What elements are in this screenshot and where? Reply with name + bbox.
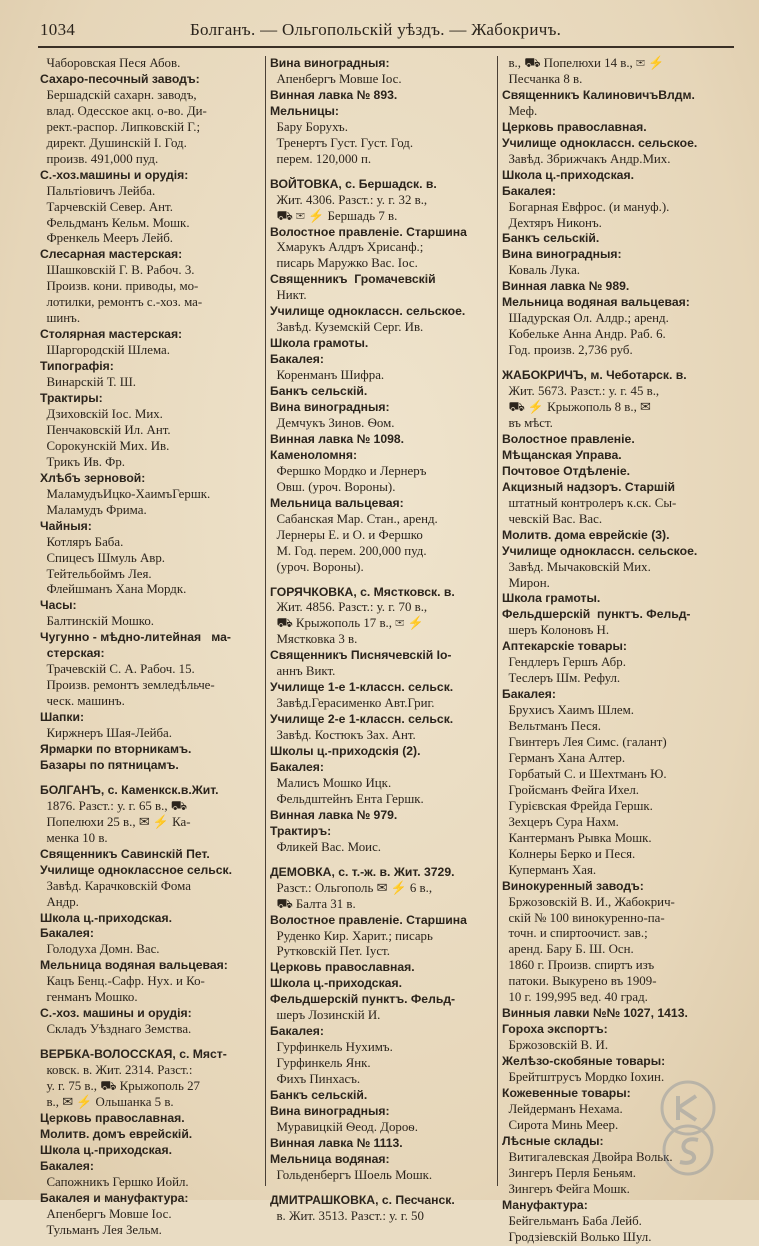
entry-line: лотилки, ремонтъ с.-хоз. ма- [40, 295, 203, 310]
entry-heading: Училище одноклассн. сельское. [270, 304, 466, 319]
entry-heading: Винокуренный заводъ: [502, 878, 644, 893]
entry-heading: Волостное правленіе. [502, 431, 635, 446]
entry-heading: Бакалея: [502, 183, 556, 198]
entry-heading: Школа ц.-приходская. [40, 1142, 172, 1157]
entry-line: Сирота Минь Меер. [502, 1117, 619, 1132]
entry-heading: ГОРЯЧКОВКА, с. Мястковск. в. [270, 584, 455, 599]
entry-heading: Бакалея: [40, 1158, 94, 1173]
entry-heading: ВЕРБКА-ВОЛОССКАЯ, с. Мяст- [40, 1047, 227, 1062]
entry-line: Андр. [40, 894, 79, 909]
entry-heading: Ярмарки по вторникамъ. [40, 741, 192, 756]
entry-line: Тейтельбоймъ Лея. [40, 566, 152, 581]
entry-heading: Школа грамоты. [502, 591, 601, 606]
entry-heading: Винная лавка № 893. [270, 87, 398, 102]
entry-line: Гурфинкель Янк. [270, 1056, 371, 1071]
library-stamp-icon [652, 1078, 724, 1178]
entry-line: Дехтяръ Никонъ. [502, 215, 602, 230]
entry-heading: Вина виноградныя: [270, 400, 390, 415]
entry-line: Шадурская Ол. Алдр.; аренд. [502, 311, 669, 326]
entry-line: Мирон. [502, 575, 550, 590]
entry-gap [40, 774, 266, 783]
entry-line: точн. и спиртоочист. зав.; [502, 926, 648, 941]
entry-heading: Бакалея: [40, 926, 94, 941]
entry-line: Зехцеръ Сура Нахм. [502, 814, 619, 829]
entry-line: Богарная Евфрос. (и мануф.). [502, 199, 670, 214]
entry-heading: Банкъ сельскій. [270, 384, 368, 399]
entry-line: Маламудъ Фрима. [40, 502, 147, 517]
entry-line: Зингеръ Фейга Мошк. [502, 1181, 630, 1196]
entry-heading: Кожевенные товары: [502, 1086, 631, 1100]
entry-heading: Винная лавка № 1098. [270, 431, 405, 446]
entry-heading: Училище 1-е 1-классн. сельск. [270, 680, 454, 695]
entry-heading: Училище одноклассн. сельское. [502, 543, 698, 558]
entry-line: чевскій Вас. Вас. [502, 511, 603, 526]
entry-line: Котляръ Баба. [40, 534, 124, 549]
entry-heading: Священникъ Громачевскій [270, 272, 436, 287]
entry-heading: Бакалея: [270, 352, 324, 367]
entry-heading: Типографія: [40, 359, 114, 374]
entry-line: аренд. Бару Б. Ш. Осн. [502, 942, 634, 957]
entry-line: Балтинскій Мошко. [40, 614, 155, 629]
entry-line: ⛟ Крыжополь 17 в., ✉ ⚡ [270, 616, 424, 631]
entry-line: Жит. 4856. Разст.: у. г. 70 в., [270, 600, 428, 615]
entry-line: Чаборовская Песя Абов. [40, 56, 181, 70]
entry-line: Колнеры Берко и Песя. [502, 846, 636, 861]
entry-heading: Фельдшерскій пунктъ. Фельд- [270, 992, 456, 1007]
entry-heading: Волостное правленіе. Старшина [270, 912, 467, 927]
entry-line: Брухисъ Хаимъ Шлем. [502, 703, 635, 718]
entry-line: (уроч. Вороны). [270, 559, 364, 574]
entry-heading: С.-хоз.машины и орудія: [40, 167, 189, 182]
entry-line: шеръ Лозинскій И. [270, 1008, 381, 1023]
entry-line: Тренертъ Густ. Густ. Год. [270, 135, 414, 150]
entry-line: Руденко Кир. Харит.; писарь [270, 928, 433, 943]
entry-heading: Школа ц.-приходская. [270, 976, 402, 991]
entry-line: Гвинтеръ Лея Симс. (галант) [502, 735, 667, 750]
entry-line: Френкель Мееръ Лейб. [40, 231, 174, 246]
entry-line: Жит. 4306. Разст.: у. г. 32 в., [270, 192, 428, 207]
entry-line: Мястковка 3 в. [270, 632, 358, 647]
entry-line: Гурієвская Фрейда Гершк. [502, 798, 653, 813]
entry-gap [270, 1184, 496, 1193]
entry-heading: Вина виноградныя: [270, 56, 390, 70]
entry-heading: Винныя лавки №№ 1027, 1413. [502, 1006, 688, 1021]
entry-line: шеръ Колоновъ Н. [502, 623, 610, 638]
entry-line: Попелюхи 25 в., ✉ ⚡ Ка- [40, 814, 191, 829]
entry-gap [502, 359, 728, 368]
entry-heading: Слесарная мастерская: [40, 247, 183, 262]
entry-heading: Мельница вальцевая: [270, 495, 404, 510]
entry-heading: Сахаро-песочный заводъ: [40, 71, 200, 86]
entry-line: ⛟ ✉ ⚡ Бершадь 7 в. [270, 208, 398, 223]
entry-line: Бржозовскій В. И., Жабокрич- [502, 894, 675, 909]
entry-line: скій № 100 винокуренно-па- [502, 910, 665, 925]
entry-line: Хмарукъ Алдръ Хрисанф.; [270, 240, 424, 255]
entry-heading: Церковь православная. [40, 1110, 185, 1125]
column-divider-2 [497, 56, 498, 1186]
entry-heading: Священникъ КалиновичъВлдм. [502, 87, 695, 102]
entry-line: Бершадскій сахарн. заводъ, [40, 87, 197, 102]
entry-line: Тарчевскій Север. Ант. [40, 199, 173, 214]
entry-line: Завѣд. Збрижчакъ Андр.Мих. [502, 151, 671, 166]
entry-heading: Мельница водяная вальцевая: [502, 295, 690, 310]
entry-heading: Вина виноградныя: [270, 1104, 390, 1118]
entry-heading: Банкъ сельскій. [270, 1088, 368, 1103]
entry-line: ковск. в. Жит. 2314. Разст.: [40, 1063, 193, 1078]
entry-heading: Шапки: [40, 710, 85, 725]
entry-line: Бару Борухъ. [270, 119, 348, 134]
entry-line: Разст.: Ольгополь ✉ ⚡ 6 в., [270, 880, 433, 895]
entry-heading: Волостное правленіе. Старшина [270, 224, 467, 239]
entry-heading: Училище одноклассн. сельское. [502, 135, 698, 150]
entry-heading: Трактиры: [40, 391, 103, 406]
entry-heading: Церковь православная. [502, 119, 647, 134]
entry-line: Завѣд.Герасименко Авт.Григ. [270, 696, 435, 711]
entry-heading: Мельница водяная: [270, 1151, 390, 1166]
entry-line: Германъ Хана Алтер. [502, 750, 626, 765]
entry-line: Лернеры Е. и О. и Фершко [270, 527, 423, 542]
entry-heading: Мельница водяная вальцевая: [40, 958, 228, 973]
entry-heading: Священникъ Савинскій Пет. [40, 846, 210, 861]
entry-line: Кобелькe Анна Андр. Раб. 6. [502, 327, 666, 342]
entry-heading: ВОЙТОВКА, с. Бершадск. в. [270, 176, 437, 191]
entry-line: Фершко Мордко и Лернеръ [270, 463, 427, 478]
entry-line: Шаргородскій Шлема. [40, 343, 170, 358]
entry-heading: Аптекарскіе товары: [502, 639, 627, 654]
entry-line: Гройсманъ Фейга Ихел. [502, 782, 640, 797]
entry-line: Произв. ремонтъ земледѣльче- [40, 678, 215, 693]
entry-line: патоки. Выкурено въ 1909- [502, 974, 657, 989]
entry-line: Гендлеръ Гершъ Абр. [502, 655, 626, 670]
entry-line: писарь Маружко Вас. Іос. [270, 256, 418, 271]
entry-line: Завѣд. Костюкъ Зах. Ант. [270, 728, 416, 743]
entry-line: Горбатый С. и Шехтманъ Ю. [502, 766, 667, 781]
column-divider-1 [265, 56, 266, 1186]
entry-heading: Молитв. домъ еврейскій. [40, 1126, 193, 1141]
entry-line: Песчанка 8 в. [502, 71, 583, 86]
entry-heading: Мельницы: [270, 103, 339, 118]
entry-heading: ДЕМОВКА, с. т.-ж. в. Жит. 3729. [270, 864, 455, 879]
entry-heading: Бакалея: [502, 687, 556, 702]
entry-line: Шашковскій Г. В. Рабоч. 3. [40, 263, 195, 278]
entry-heading: Трактиръ: [270, 823, 332, 838]
entry-line: генманъ Мошко. [40, 990, 138, 1005]
entry-heading: ЖАБОКРИЧЪ, м. Чеботарск. в. [502, 368, 687, 383]
entry-heading: Вина виноградныя: [502, 247, 622, 262]
entry-line: влад. Одесское акц. о-во. Ди- [40, 103, 207, 118]
entry-line: директ. Душинскій І. Год. [40, 135, 187, 150]
entry-line: Складъ Уѣзднаго Земства. [40, 1022, 192, 1037]
entry-heading: Хлѣбъ зерновой: [40, 470, 146, 485]
entry-line: Винарскій Т. Ш. [40, 375, 136, 390]
entry-line: Гурфинкель Нухимъ. [270, 1040, 393, 1055]
entry-line: Гродзіевскій Волько Шул. [502, 1229, 652, 1244]
entry-heading: Почтовое Отдѣленіе. [502, 463, 631, 478]
entry-heading: Винная лавка № 989. [502, 279, 630, 294]
entry-line: Жит. 5673. Разст.: у. г. 45 в., [502, 384, 660, 399]
entry-line: въ мѣст. [502, 415, 553, 430]
entry-line: Зингеръ Перля Беньям. [502, 1165, 636, 1180]
entry-heading: Фельдшерскій пунктъ. Фельд- [502, 607, 691, 622]
entry-line: Год. произв. 2,736 руб. [502, 343, 633, 358]
entry-heading: Мануфактура: [502, 1197, 588, 1212]
entry-heading: БОЛГАНЪ, с. Каменкск.в.Жит. [40, 782, 219, 797]
entry-line: Вельтманъ Песя. [502, 719, 602, 734]
entry-heading: Училище 2-е 1-классн. сельск. [270, 712, 454, 727]
entry-line: ⛟ ⚡ Крыжополь 8 в., ✉ [502, 400, 651, 415]
entry-line: Малисъ Мошко Ицк. [270, 775, 392, 790]
running-title: Болганъ. — Ольгопольскій уѣздъ. — Жабокричъ. [190, 20, 562, 39]
entry-line: Флейшманъ Хана Мордк. [40, 582, 187, 597]
entry-line: Голодуха Домн. Вас. [40, 942, 160, 957]
entry-heading: Бакалея: [270, 1024, 324, 1039]
page-number: 1034 [40, 20, 76, 39]
entry-line: Демчукъ Зинов. Ѳом. [270, 415, 395, 430]
entry-heading: Чайныя: [40, 518, 92, 533]
entry-line: Овш. (уроч. Вороны). [270, 479, 396, 494]
column-1 [40, 56, 266, 1237]
entry-line: Коваль Лука. [502, 263, 581, 278]
entry-line: 10 г. 199,995 вед. 40 град. [502, 990, 648, 1005]
entry-line: 1860 г. Произв. спиртъ изъ [502, 958, 655, 973]
entry-line: Завѣд. Мычаковскій Мих. [502, 559, 651, 574]
entry-line: произв. 491,000 пуд. [40, 151, 159, 166]
entry-line: штатный контролеръ к.ск. Сы- [502, 495, 677, 510]
entry-heading: Школа грамоты. [270, 336, 369, 351]
entry-heading: Церковь православная. [270, 960, 415, 975]
entry-heading: Священникъ Писнячевскій Іо- [270, 648, 452, 663]
entry-line: Тульманъ Лея Зельм. [40, 1222, 162, 1237]
header-rule [38, 46, 734, 48]
entry-gap [270, 168, 496, 177]
entry-line: Произв. кони. приводы, мо- [40, 279, 199, 294]
entry-line: в. Жит. 3513. Разст.: у. г. 50 [270, 1208, 424, 1223]
entry-heading: Школы ц.-приходскія (2). [270, 744, 421, 759]
entry-line: аннъ Викт. [270, 664, 336, 679]
entry-line: Теслеръ Шм. Рефул. [502, 671, 621, 686]
entry-line: Апенбергъ Мовше Іос. [40, 1206, 172, 1221]
entry-line: Трачевскій С. А. Рабоч. 15. [40, 662, 195, 677]
entry-heading: С.-хоз. машины и орудія: [40, 1006, 192, 1021]
entry-line: Завѣд. Куземскій Серг. Ив. [270, 320, 424, 335]
entry-line: Рутковскій Пет. Іуст. [270, 944, 390, 959]
entry-heading: Бакалея и мануфактура: [40, 1190, 189, 1205]
entry-line: Апенбергъ Мовше Іос. [270, 71, 402, 86]
entry-line: Витигалевская Двойра Вольк. [502, 1149, 673, 1164]
entry-line: рект.-распор. Липковскій Г.; [40, 119, 201, 134]
column-3 [502, 56, 728, 1244]
entry-heading: Молитв. дома еврейскіе (3). [502, 527, 670, 542]
entry-line: Брейтштрусъ Мордко Іохин. [502, 1070, 665, 1085]
entry-line: Пальтіовичъ Лейба. [40, 183, 156, 198]
entry-line: Бржозовскій В. И. [502, 1038, 609, 1053]
entry-line: Бейгельманъ Баба Лейб. [502, 1213, 642, 1228]
entry-heading: ДМИТРАШКОВКА, с. Песчанск. [270, 1192, 455, 1207]
entry-line: Куперманъ Хая. [502, 862, 597, 877]
entry-line: Коренманъ Шифра. [270, 368, 385, 383]
entry-line: Спицесъ Шмуль Авр. [40, 550, 166, 565]
entry-heading: Банкъ сельскій. [502, 231, 600, 246]
entry-heading: Гороха экспортъ: [502, 1022, 608, 1037]
entry-heading: Часы: [40, 598, 77, 613]
entry-heading: Чугунно - мѣдно-литейная ма- [40, 630, 231, 645]
entry-line: Сапожникъ Гершко Иойл. [40, 1174, 189, 1189]
entry-line: М. Год. перем. 200,000 пуд. [270, 543, 427, 558]
entry-heading: Школа ц.-приходская. [40, 910, 172, 925]
entry-line: Завѣд. Карачковскій Фома [40, 878, 191, 893]
entry-line: ческ. машинъ. [40, 694, 125, 709]
entry-line: Фельдштейнъ Ента Гершк. [270, 791, 424, 806]
entry-gap [270, 856, 496, 865]
entry-heading: Мѣщанская Управа. [502, 447, 622, 462]
entry-line: в., ⛟ Попелюхи 14 в., ✉ ⚡ [502, 56, 665, 70]
entry-heading: Бакалея: [270, 759, 324, 774]
entry-line: МаламудъИцко-ХаимъГершк. [40, 486, 211, 501]
entry-line: Сорокунскій Мих. Ив. [40, 438, 170, 453]
entry-line: Никт. [270, 288, 307, 303]
entry-heading: Каменоломня: [270, 447, 358, 462]
entry-heading: Школа ц.-приходская. [502, 167, 634, 182]
entry-line: Дзиховскій Іос. Мих. [40, 406, 163, 421]
entry-line: Трикъ Ив. Фр. [40, 454, 126, 469]
entry-line: Лейдерманъ Нехама. [502, 1101, 623, 1116]
entry-line: Пенчаковскій Ил. Ант. [40, 422, 171, 437]
entry-line: у. г. 75 в., ⛟ Крыжополь 27 [40, 1079, 200, 1094]
entry-line: менка 10 в. [40, 830, 108, 845]
entry-heading: Желѣзо-скобяные товары: [502, 1054, 666, 1069]
entry-heading: Винная лавка № 979. [270, 807, 398, 822]
entry-heading: Столярная мастерская: [40, 327, 183, 342]
entry-line: в., ✉ ⚡ Ольшанка 5 в. [40, 1095, 174, 1109]
entry-line: Гольденбергъ Шоель Мошк. [270, 1167, 433, 1182]
entry-line: ⛟ Балта 31 в. [270, 896, 356, 911]
entry-gap [270, 576, 496, 585]
entry-heading: стерская: [40, 646, 105, 661]
entry-line: Меф. [502, 103, 538, 118]
entry-line: Фихъ Пинхасъ. [270, 1072, 361, 1087]
entry-line: перем. 120,000 п. [270, 151, 372, 166]
entry-heading: Винная лавка № 1113. [270, 1135, 403, 1150]
entry-heading: Училище одноклассное сельск. [40, 862, 233, 877]
entry-line: Кантерманъ Рывка Мошк. [502, 830, 652, 845]
page-header [40, 18, 730, 48]
column-2 [270, 56, 496, 1223]
entry-line: Кацъ Бенц.-Сафр. Нух. и Ко- [40, 974, 205, 989]
entry-gap [40, 1038, 266, 1047]
entry-heading: Лѣсные склады: [502, 1133, 604, 1148]
entry-line: Фельдманъ Кельм. Мошк. [40, 215, 190, 230]
entry-line: шинъ. [40, 311, 81, 326]
entry-line: Муравицкій Ѳеод. Дороѳ. [270, 1119, 418, 1134]
entry-line: Фликей Вас. Моис. [270, 839, 382, 854]
entry-heading: Базары по пятницамъ. [40, 757, 179, 772]
entry-heading: Акцизный надзоръ. Старшій [502, 479, 675, 494]
entry-line: Киржнеръ Шая-Лейба. [40, 726, 172, 741]
entry-line: 1876. Разст.: у. г. 65 в., ⛟ [40, 798, 188, 813]
entry-line: Сабанская Мар. Стан., аренд. [270, 511, 438, 526]
